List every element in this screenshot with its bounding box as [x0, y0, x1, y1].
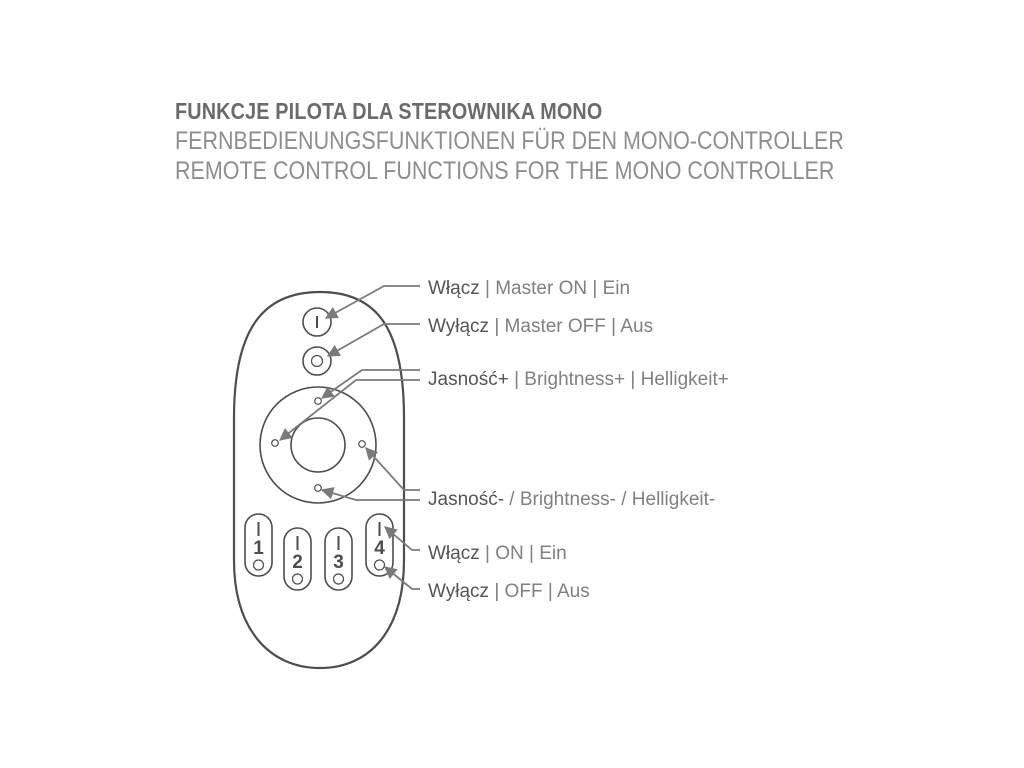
title-english: REMOTE CONTROL FUNCTIONS FOR THE MONO CONTROLLER [175, 157, 835, 185]
zone-off-symbol-icon [254, 560, 264, 570]
label-zone-off: Wyłącz | OFF | Aus [428, 581, 590, 602]
zone-button-3[interactable] [325, 528, 352, 590]
title-german: FERNBEDIENUNGSFUNKTIONEN FÜR DEN MONO-CONTROLLER [175, 127, 844, 155]
label-master-on: Włącz | Master ON | Ein [428, 278, 631, 299]
zone-off-symbol-icon [293, 574, 303, 584]
zone-button-4[interactable] [366, 514, 393, 576]
dial-indicator-bottom [315, 485, 322, 492]
label-brightness-up: Jasność+ | Brightness+ | Helligkeit+ [428, 369, 729, 390]
master-off-button[interactable] [303, 347, 331, 375]
master-on-button[interactable] [303, 308, 331, 336]
label-master-off: Wyłącz | Master OFF | Aus [428, 316, 654, 337]
zone-number: 2 [292, 552, 303, 573]
title-polish: FUNKCJE PILOTA DLA STEROWNIKA MONO [175, 98, 603, 124]
dial-indicator-left [272, 440, 279, 447]
zone-button-2[interactable] [284, 528, 311, 590]
zone-number: 4 [374, 538, 385, 559]
zone-off-symbol-icon [375, 560, 385, 570]
label-zone-on: Włącz | ON | Ein [428, 543, 567, 564]
zone-button-1[interactable] [245, 514, 272, 576]
zone-number: 1 [253, 538, 264, 559]
dial-indicator-right [359, 441, 366, 448]
zone-off-symbol-icon [334, 574, 344, 584]
dial-indicator-top [315, 398, 322, 405]
off-symbol-icon [312, 356, 323, 367]
zone-number: 3 [333, 552, 344, 573]
label-brightness-down: Jasność- / Brightness- / Helligkeit- [428, 489, 716, 510]
